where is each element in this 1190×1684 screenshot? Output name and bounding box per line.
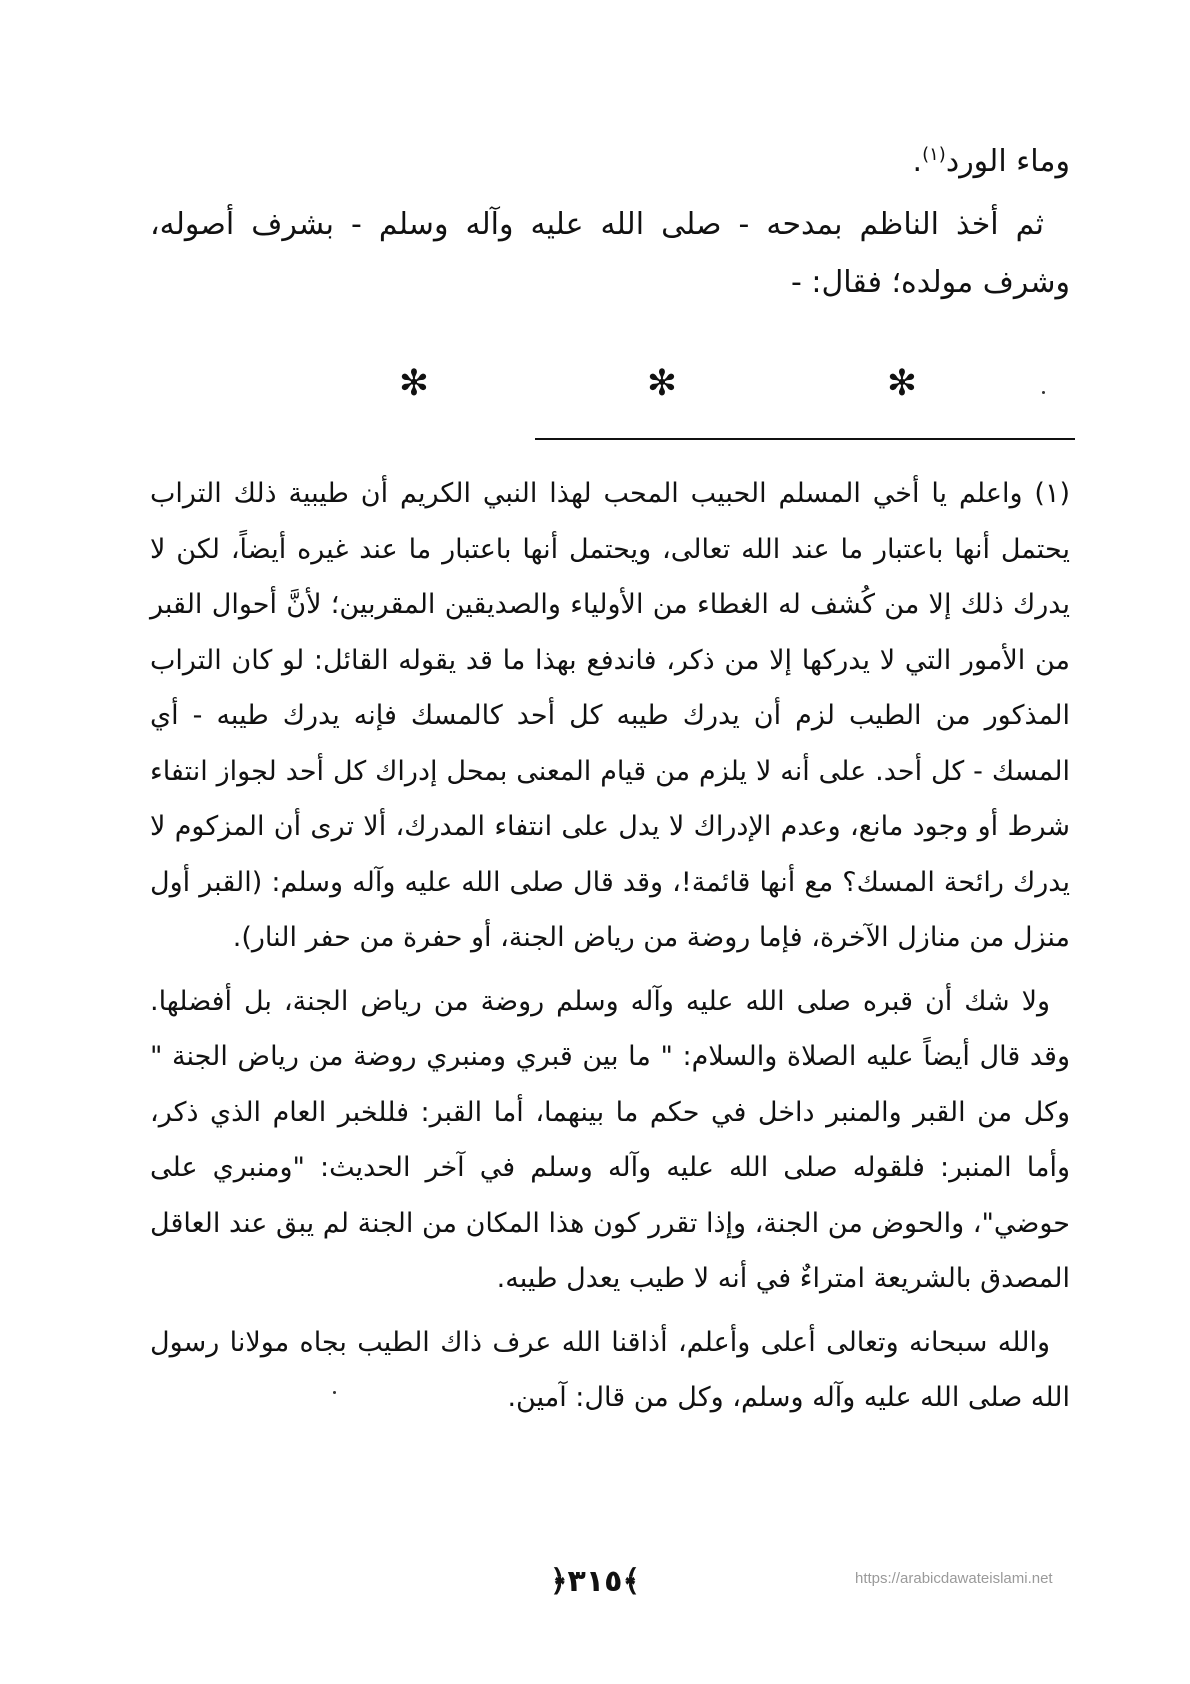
asterisk-ornament-icon: ✻ bbox=[646, 363, 678, 404]
footnote-separator bbox=[535, 438, 1075, 440]
opening-line-text: وماء الورد bbox=[945, 144, 1070, 179]
asterisk-ornament-icon: ✻ bbox=[398, 363, 430, 404]
page-number: ﴿٣١٥﴾ bbox=[549, 1564, 641, 1599]
footnote-paragraph: (١) واعلم يا أخي المسلم الحبيب المحب لهذا النبي الكريم أن طيبية ذلك التراب يحتمل أنها باعتبار ما عند الله تعالى، ويحتمل أنها باعتبار ما عند غيره أيضاً، لكن لا يدرك ذلك إلا من كُشف له الغطاء من الأولياء والصديقين المقربين؛ لأنَّ أحوال القبر من الأمور التي لا يدركها إلا من ذكر، فاندفع بهذا ما قد يقوله القائل: لو كان التراب المذكور من الطيب لزم أن يدرك طيبه كل أحد كالمسك فإنه يدرك طيبه - أي المسك - كل أحد. على أنه لا يلزم من قيام المعنى بمحل إدراك كل أحد لجواز انتفاء شرط أو وجود مانع، وعدم الإدراك لا يدل على انتفاء المدرك، ألا ترى أن المزكوم لا يدرك رائحة المسك؟ مع أنها قائمة!، وقد قال صلى الله عليه وآله وسلم: (القبر أول منزل من منازل الآخرة، فإما روضة من رياض الجنة، أو حفرة من حفر النار). bbox=[150, 478, 1070, 953]
asterisk-ornament-icon: ✻ bbox=[886, 363, 918, 404]
opening-line-end: . bbox=[912, 144, 923, 179]
watermark-url[interactable]: https://arabicdawateislami.net bbox=[855, 1570, 1053, 1587]
opening-line bbox=[150, 126, 1070, 191]
footnote-paragraph: ولا شك أن قبره صلى الله عليه وآله وسلم روضة من رياض الجنة، بل أفضلها. وقد قال أيضاً عليه الصلاة والسلام: " ما بين قبري ومنبري روضة من رياض الجنة " وكل من القبر والمنبر داخل في حكم ما بينهما، أما القبر: فللخبر العام الذي ذكر، وأما المنبر: فلقوله صلى الله عليه وآله وسلم في آخر الحديث: "ومنبري على حوضي"، والحوض من الجنة، وإذا تقرر كون هذا المكان من الجنة لم يبق عند العاقل المصدق بالشريعة امتراءٌ في أنه لا طيب يعدل طيبه. bbox=[150, 985, 1070, 1294]
footnote-paragraph: والله سبحانه وتعالى أعلى وأعلم، أذاقنا الله عرف ذاك الطيب بجاه مولانا رسول الله صلى الله عليه وآله وسلم، وكل من قال: آمين. bbox=[150, 1326, 1070, 1413]
scan-speck bbox=[333, 1391, 336, 1394]
scan-speck bbox=[1042, 391, 1045, 394]
footnote-marker[interactable]: (١) bbox=[922, 144, 946, 165]
footnotes-section bbox=[150, 466, 1070, 1426]
intro-paragraph: ثم أخذ الناظم بمدحه - صلى الله عليه وآله وسلم - بشرف أصوله، وشرف مولده؛ فقال: - bbox=[150, 207, 1070, 300]
ornament-divider bbox=[0, 362, 1190, 412]
